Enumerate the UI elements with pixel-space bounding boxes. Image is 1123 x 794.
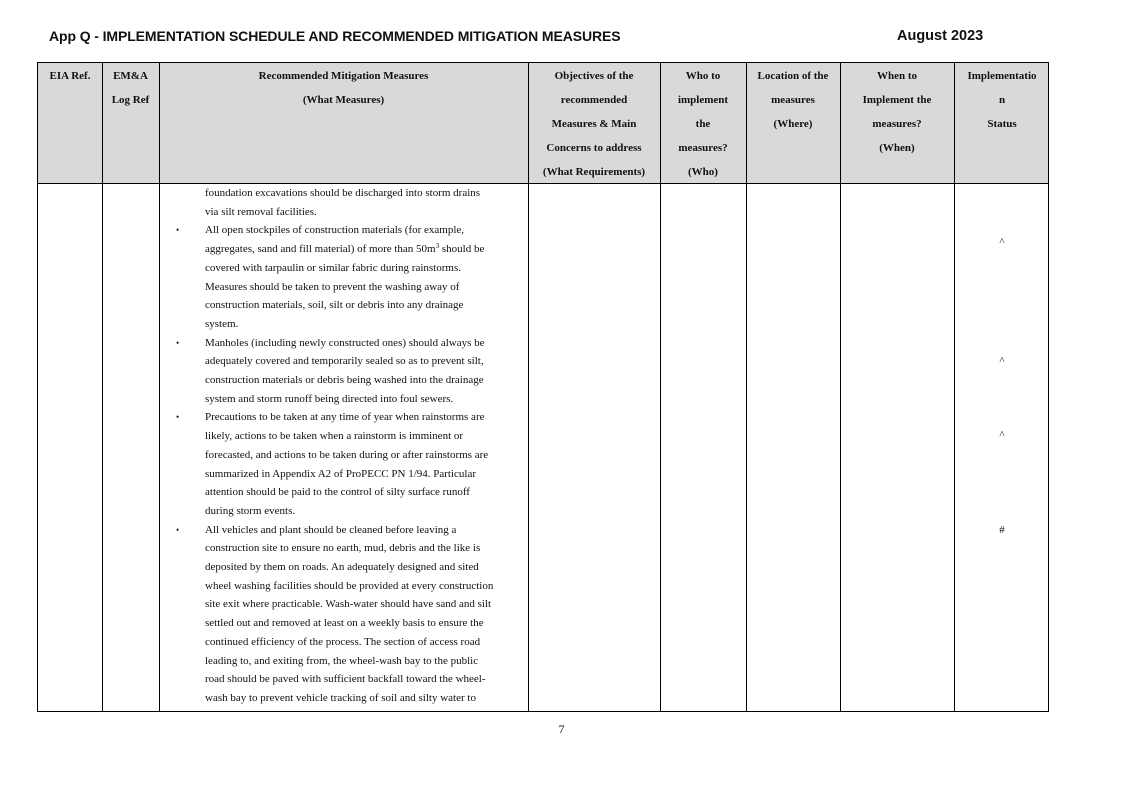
implementation-status-mark: # xyxy=(999,524,1005,536)
column-divider xyxy=(954,63,955,711)
column-divider xyxy=(159,63,160,711)
mitigation-measures-text xyxy=(176,184,535,708)
column-header-objectives: Objectives of the recommended Measures & Main Concerns to address (What Requirements) xyxy=(542,70,646,178)
list-item: • All open stockpiles of construction materials (for example, aggregates, sand and fill material) of more than $50m^3$ should be covered with tarpaulin or similar fabric during rainstorms. Measures should be taken to prevent the washing away of construction materials, soil, silt or debris into any drainage system. xyxy=(205,221,535,333)
column-divider xyxy=(102,63,103,711)
bullet-icon: • xyxy=(176,337,180,348)
column-divider xyxy=(840,63,841,711)
implementation-status-mark: ^ xyxy=(999,236,1005,248)
bullet-icon: • xyxy=(176,524,180,535)
column-header-mitigation-measures: Recommended Mitigation Measures (What Measures) xyxy=(258,70,429,106)
column-header-who: Who to implement the measures? (Who) xyxy=(677,70,729,178)
implementation-status-mark: ^ xyxy=(999,429,1005,441)
list-item: • Precautions to be taken at any time of year when rainstorms are likely, actions to be taken when a rainstorm is imminent or forecasted, and actions to be taken during or after rainstorms are summarized in Appendix A2 of ProPECC PN 1/94. Particular attention should be paid to the control of silty surface runoff during storm events. xyxy=(205,408,535,520)
column-header-eia-ref: EIA Ref. xyxy=(49,70,91,82)
column-header-ema-log-ref: EM&A Log Ref xyxy=(111,70,150,106)
bullet-icon: • xyxy=(176,412,180,423)
continued-paragraph: foundation excavations should be discharged into storm drains via silt removal facilities. xyxy=(205,187,481,218)
document-title: App Q - IMPLEMENTATION SCHEDULE AND RECOMMENDED MITIGATION MEASURES xyxy=(49,28,621,44)
bullet-icon: • xyxy=(176,225,180,236)
column-header-status: Implementatio n Status xyxy=(967,70,1037,130)
list-item: • All vehicles and plant should be cleaned before leaving a construction site to ensure no earth, mud, debris and the like is deposited by them on roads. An adequately designed and sited wheel washing facilities should be provided at every construction site exit where practicable. Wash-water should have sand and silt settled out and removed at least on a weekly basis to ensure the continued efficiency of the process. The section of access road leading to, and exiting from, the wheel-wash bay to the public road should be paved with sufficient backfall toward the wheel- wash bay to prevent vehicle tracking of soil and silty water to xyxy=(205,521,535,708)
page-number: 7 xyxy=(558,722,565,736)
column-header-when: When to Implement the measures? (When) xyxy=(862,70,932,154)
implementation-status-mark: ^ xyxy=(999,355,1005,367)
list-item: • Manholes (including newly constructed ones) should always be adequately covered and temporarily sealed so as to prevent silt, construction materials or debris being washed into the drainage system and storm runoff being directed into foul sewers. xyxy=(205,334,535,409)
mitigation-table xyxy=(37,62,1049,712)
document-date: August 2023 xyxy=(897,28,984,44)
column-header-location: Location of the measures (Where) xyxy=(757,70,829,130)
column-divider xyxy=(746,63,747,711)
